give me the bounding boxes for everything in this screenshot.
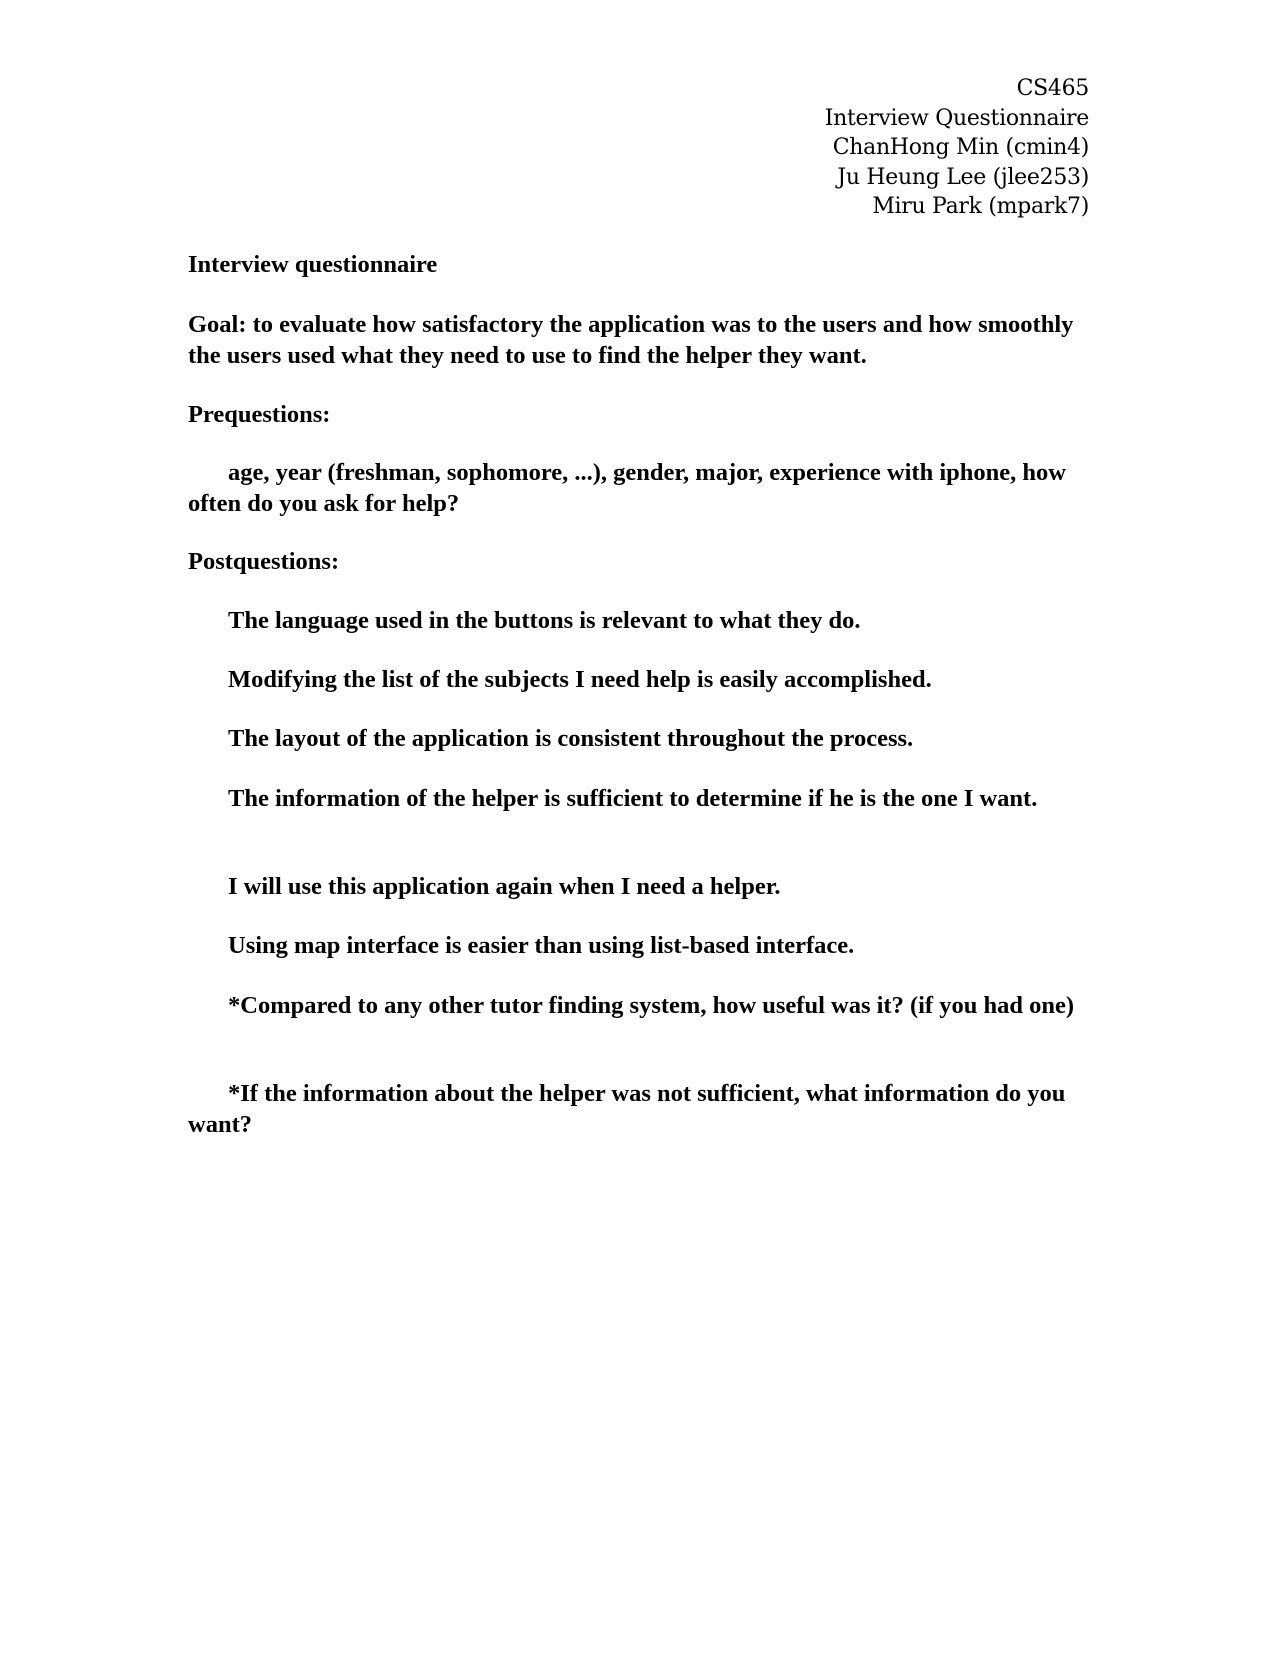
course-code: CS465 [1016,76,1089,101]
postquestion-item: The layout of the application is consistent throughout the process. [228,725,914,752]
prequestions-heading: Prequestions: [188,401,331,428]
prequestions-paragraph: age, year (freshman, sophomore, ...), gender, major, experience with iphone, how often do you ask for help? [188,459,1066,517]
postquestion-item: *Compared to any other tutor finding system, how useful was it? (if you had one) [228,992,1074,1019]
goal-paragraph: Goal: to evaluate how satisfactory the application was to the users and how smoothly the users used what they need to use to find the helper they want. [188,311,1074,369]
postquestion-item: I will use this application again when I need a helper. [228,873,781,900]
postquestion-item: Modifying the list of the subjects I need help is easily accomplished. [228,666,932,693]
author-line: Ju Heung Lee (jlee253) [837,164,1089,190]
postquestion-item: Using map interface is easier than using list-based interface. [228,932,855,959]
document-header [825,74,1089,222]
postquestion-item: The language used in the buttons is relevant to what they do. [228,607,861,634]
document-title: Interview Questionnaire [824,105,1089,131]
postquestion-item: The information of the helper is sufficient to determine if he is the one I want. [228,785,1038,812]
postquestions-heading: Postquestions: [188,548,340,575]
author-line: ChanHong Min (cmin4) [832,135,1089,160]
section-heading: Interview questionnaire [188,251,438,278]
author-line: Miru Park (mpark7) [872,194,1089,219]
postquestion-item: *If the information about the helper was not sufficient, what information do you want? [188,1080,1066,1138]
